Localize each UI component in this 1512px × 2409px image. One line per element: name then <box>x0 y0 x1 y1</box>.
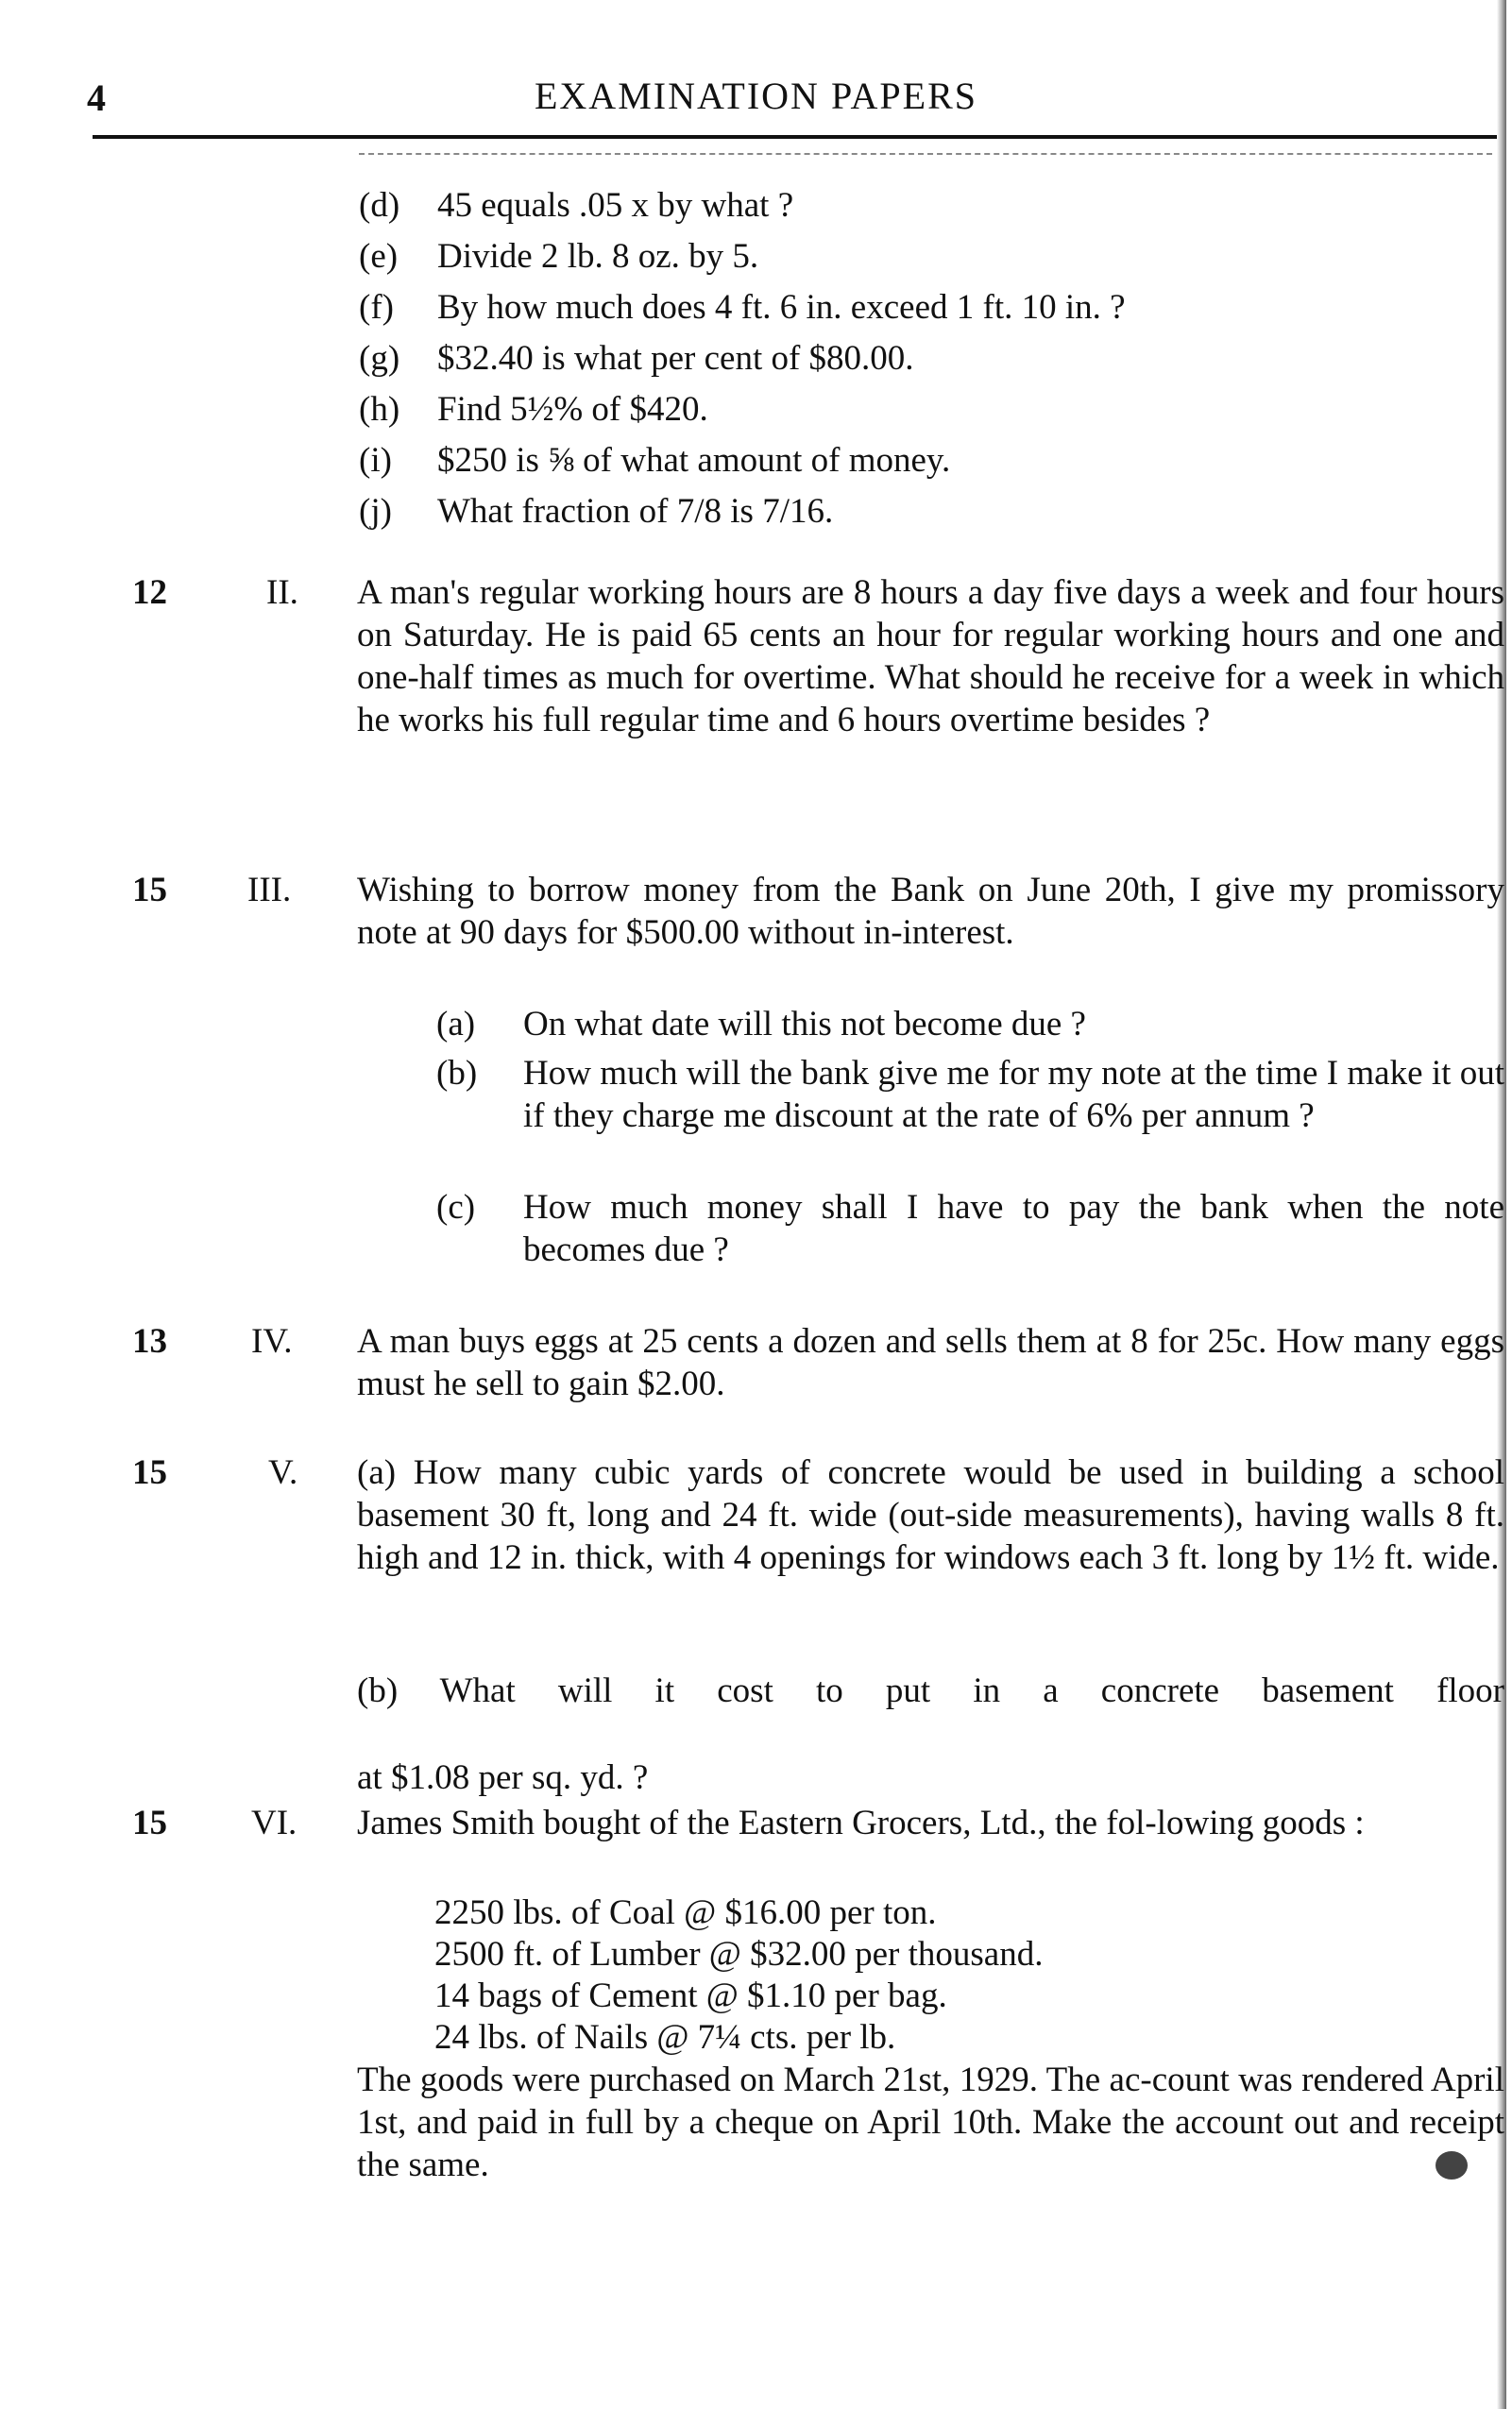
sub-question: (a) On what date will this not become due ? <box>436 1005 1086 1043</box>
question-number: II. <box>266 573 298 612</box>
question-text: James Smith bought of the Eastern Grocers, Ltd., the fol-lowing goods : <box>357 1804 1365 1842</box>
question-part-b-continued: at $1.08 per sq. yd. ? <box>357 1758 649 1797</box>
question-part-a: (a) How many cubic yards of concrete would be used in building a school basement 30 ft, long and 24 ft. wide (out-side measurements), having walls 8 ft. high and 12 in. thick, with 4 openings for windows each 3 ft. long by 1½ ft. wide. <box>357 1453 1504 1577</box>
question-number: III. <box>247 871 292 909</box>
goods-item: 24 lbs. of Nails @ 7¼ cts. per lb. <box>434 2018 896 2057</box>
list-item: (d) 45 equals .05 x by what ? <box>359 186 794 225</box>
question-part-b: (b) What will it cost to put in a concrete basement floor <box>357 1671 1504 1710</box>
list-item: (e) Divide 2 lb. 8 oz. by 5. <box>359 237 759 276</box>
list-item: (i) $250 is ⅝ of what amount of money. <box>359 441 951 480</box>
page-number: 4 <box>87 76 106 119</box>
question-text: Wishing to borrow money from the Bank on June 20th, I give my promissory note at 90 days for $500.00 without in-interest. <box>357 871 1504 952</box>
question-number: V. <box>268 1453 298 1492</box>
header-dashed-rule <box>359 153 1492 155</box>
list-item: (g) $32.40 is what per cent of $80.00. <box>359 339 914 378</box>
list-item: (j) What fraction of 7/8 is 7/16. <box>359 492 834 531</box>
marks-value: 15 <box>132 1453 167 1492</box>
sub-question: (c) How much money shall I have to pay the bank when the note becomes due ? <box>436 1188 1504 1269</box>
header-rule <box>93 135 1504 139</box>
goods-item: 2500 ft. of Lumber @ $32.00 per thousand. <box>434 1935 1044 1974</box>
list-item: (f) By how much does 4 ft. 6 in. exceed 1 ft. 10 in. ? <box>359 288 1126 327</box>
page-header <box>0 0 1512 142</box>
goods-item: 14 bags of Cement @ $1.10 per bag. <box>434 1976 947 2015</box>
list-item: (h) Find 5½% of $420. <box>359 390 708 429</box>
marks-value: 12 <box>132 573 167 612</box>
marks-value: 13 <box>132 1322 167 1361</box>
goods-item: 2250 lbs. of Coal @ $16.00 per ton. <box>434 1893 937 1932</box>
question-number: VI. <box>251 1804 297 1842</box>
marks-value: 15 <box>132 871 167 909</box>
question-closing: The goods were purchased on March 21st, 1929. The ac-count was rendered April 1st, and paid in full by a cheque on April 10th. Make the account out and receipt the same. <box>357 2061 1504 2184</box>
question-text: A man's regular working hours are 8 hours a day five days a week and four hours on Saturday. He is paid 65 cents an hour for regular working hours and one and one-half times as much for overtime. What should he receive for a week in which he works his full regular time and 6 hours overtime besides ? <box>357 573 1504 739</box>
ink-smudge <box>1436 2151 1468 2180</box>
running-title: EXAMINATION PAPERS <box>534 75 978 117</box>
marks-value: 15 <box>132 1804 167 1842</box>
sub-question: (b) How much will the bank give me for my note at the time I make it out if they charge me discount at the rate of 6% per annum ? <box>436 1054 1504 1135</box>
question-number: IV. <box>251 1322 293 1361</box>
question-text: A man buys eggs at 25 cents a dozen and sells them at 8 for 25c. How many eggs must he sell to gain $2.00. <box>357 1322 1504 1403</box>
